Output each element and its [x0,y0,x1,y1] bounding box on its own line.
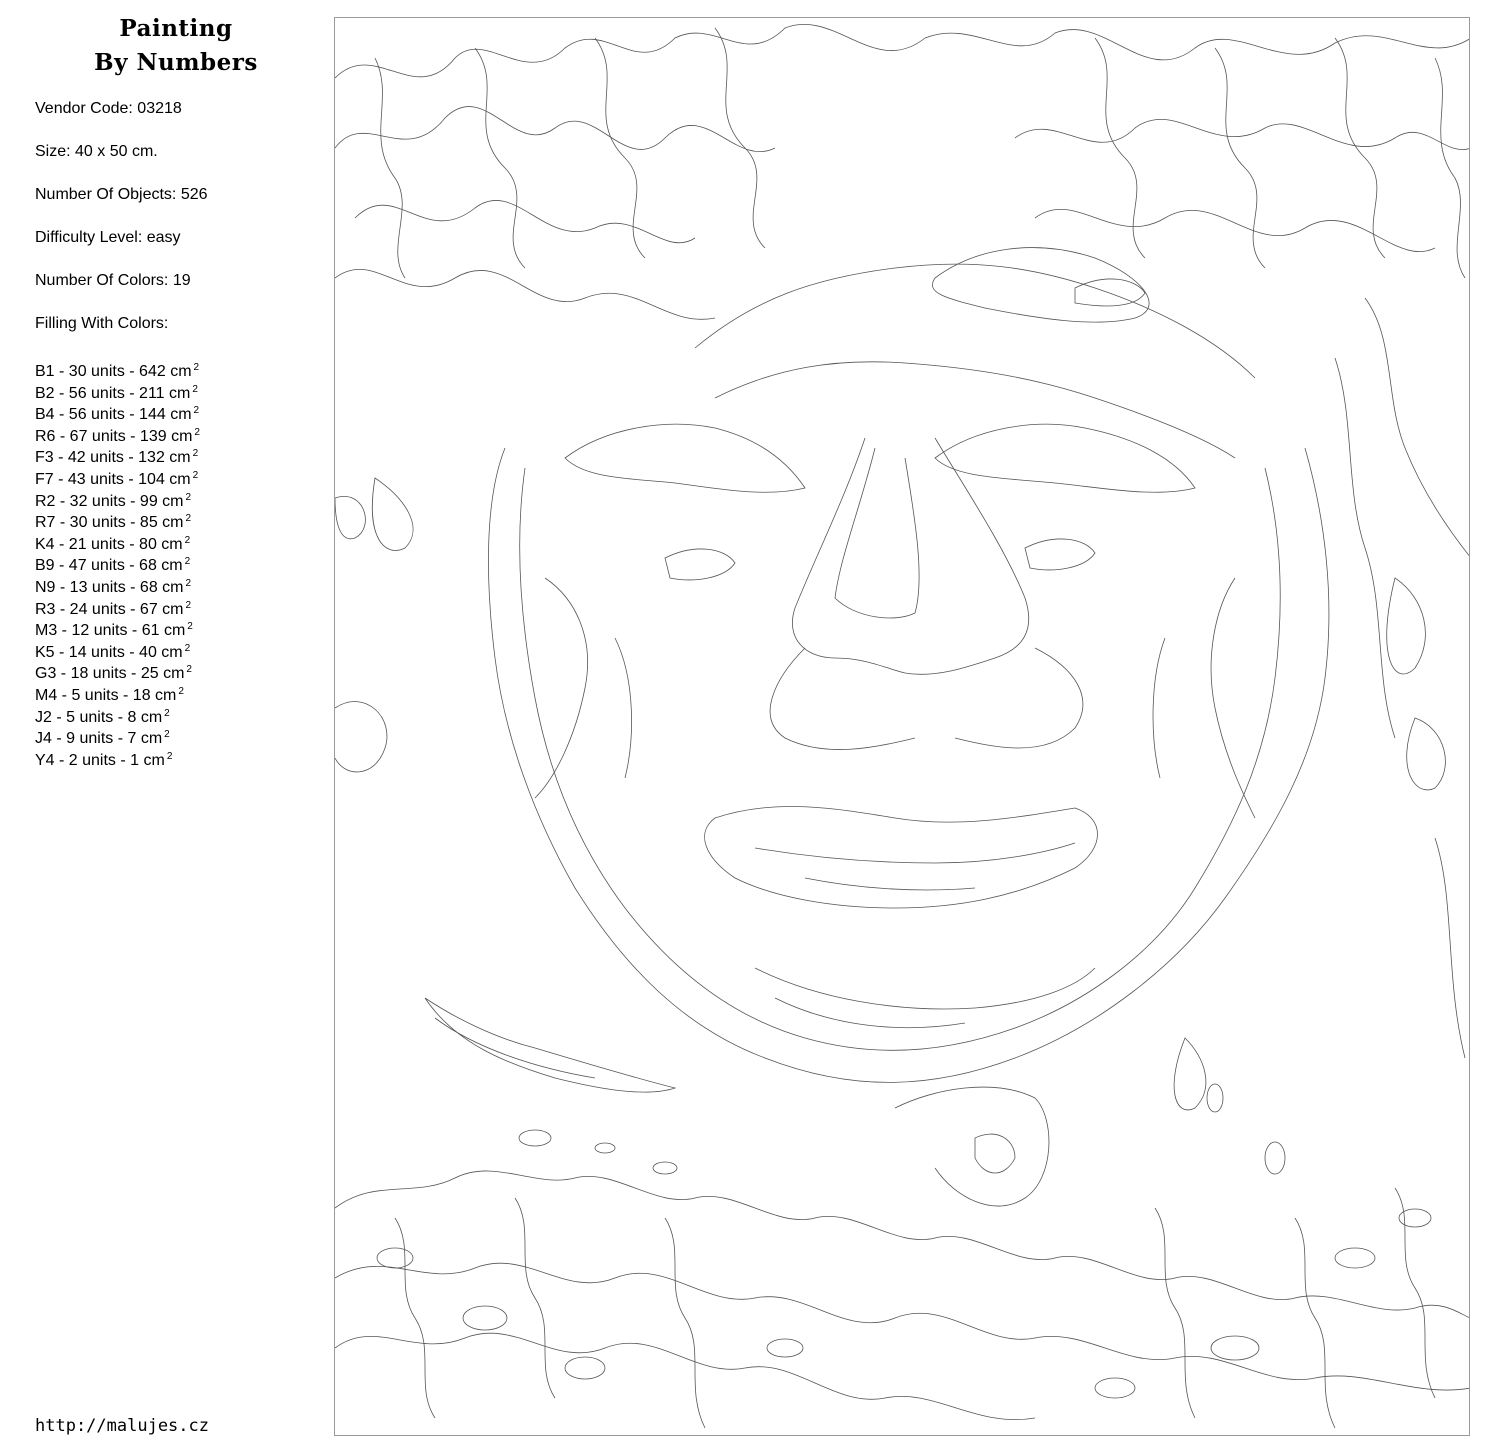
unit-superscript: 2 [185,577,192,589]
color-list-item [35,530,200,552]
unit-superscript: 2 [185,599,192,611]
color-list-item [35,400,200,422]
unit-superscript: 2 [194,426,200,438]
color-list-item [35,508,200,530]
color-list-item [35,595,200,617]
unit-superscript: 2 [193,362,200,373]
color-list-item [35,443,200,465]
unit-superscript: 2 [186,664,192,676]
unit-superscript: 2 [184,534,191,546]
color-entry-text: R3 - 24 units - 67 cm [35,600,184,618]
color-list-item [35,573,200,595]
unit-superscript: 2 [184,556,191,568]
color-list-item [35,724,200,746]
color-list-item [35,638,200,660]
filling-heading: Filling With Colors: [35,315,169,332]
color-entry-text: K5 - 14 units - 40 cm [35,643,183,661]
page-title [48,12,304,80]
color-entry-text: K4 - 21 units - 80 cm [35,535,183,553]
unit-superscript: 2 [184,642,191,654]
color-entry-text: J4 - 9 units - 7 cm [35,730,163,748]
unit-superscript: 2 [187,621,193,633]
coloring-canvas [334,17,1470,1436]
color-list-item [35,746,200,768]
objects-count: Number Of Objects: 526 [35,186,208,203]
size-info: Size: 40 x 50 cm. [35,143,158,160]
color-list-item [35,422,200,444]
color-list [35,357,200,767]
color-entry-text: B2 - 56 units - 211 cm [35,384,191,402]
color-list-item [35,616,200,638]
color-list-item [35,465,200,487]
info-sidebar [0,0,330,1453]
difficulty-level: Difficulty Level: easy [35,229,181,246]
color-list-item [35,659,200,681]
unit-superscript: 2 [192,469,199,481]
website-link[interactable]: http://malujes.cz [35,1416,209,1436]
color-list-item [35,551,200,573]
color-list-item [35,703,200,725]
color-list-item [35,357,200,379]
color-list-item [35,681,200,703]
color-entry-text: G3 - 18 units - 25 cm [35,665,185,683]
color-entry-text: R6 - 67 units - 139 cm [35,427,193,445]
color-entry-text: B1 - 30 units - 642 cm [35,363,192,380]
color-entry-text: M3 - 12 units - 61 cm [35,622,186,640]
unit-superscript: 2 [164,707,170,719]
unit-superscript: 2 [185,513,192,525]
vendor-code: Vendor Code: 03218 [35,100,182,117]
unit-superscript: 2 [192,448,199,460]
unit-superscript: 2 [164,729,170,741]
title-line-2: By Numbers [94,49,258,76]
color-entry-text: Y4 - 2 units - 1 cm [35,751,165,769]
unit-superscript: 2 [192,383,198,395]
color-entry-text: N9 - 13 units - 68 cm [35,578,184,596]
title-line-1: Painting [119,15,233,42]
unit-superscript: 2 [185,491,192,503]
portrait-outline-drawing [335,18,1470,1436]
product-info [35,98,208,356]
unit-superscript: 2 [178,685,184,697]
color-entry-text: B4 - 56 units - 144 cm [35,406,192,424]
unit-superscript: 2 [166,750,173,762]
color-list-item [35,379,200,401]
color-entry-text: F7 - 43 units - 104 cm [35,470,191,488]
color-entry-text: R7 - 30 units - 85 cm [35,514,184,532]
color-entry-text: J2 - 5 units - 8 cm [35,708,163,726]
color-entry-text: M4 - 5 units - 18 cm [35,686,177,704]
color-entry-text: F3 - 42 units - 132 cm [35,449,191,467]
colors-count: Number Of Colors: 19 [35,272,191,289]
color-entry-text: R2 - 32 units - 99 cm [35,492,184,510]
unit-superscript: 2 [193,405,200,417]
color-list-item [35,487,200,509]
color-entry-text: B9 - 47 units - 68 cm [35,557,183,575]
